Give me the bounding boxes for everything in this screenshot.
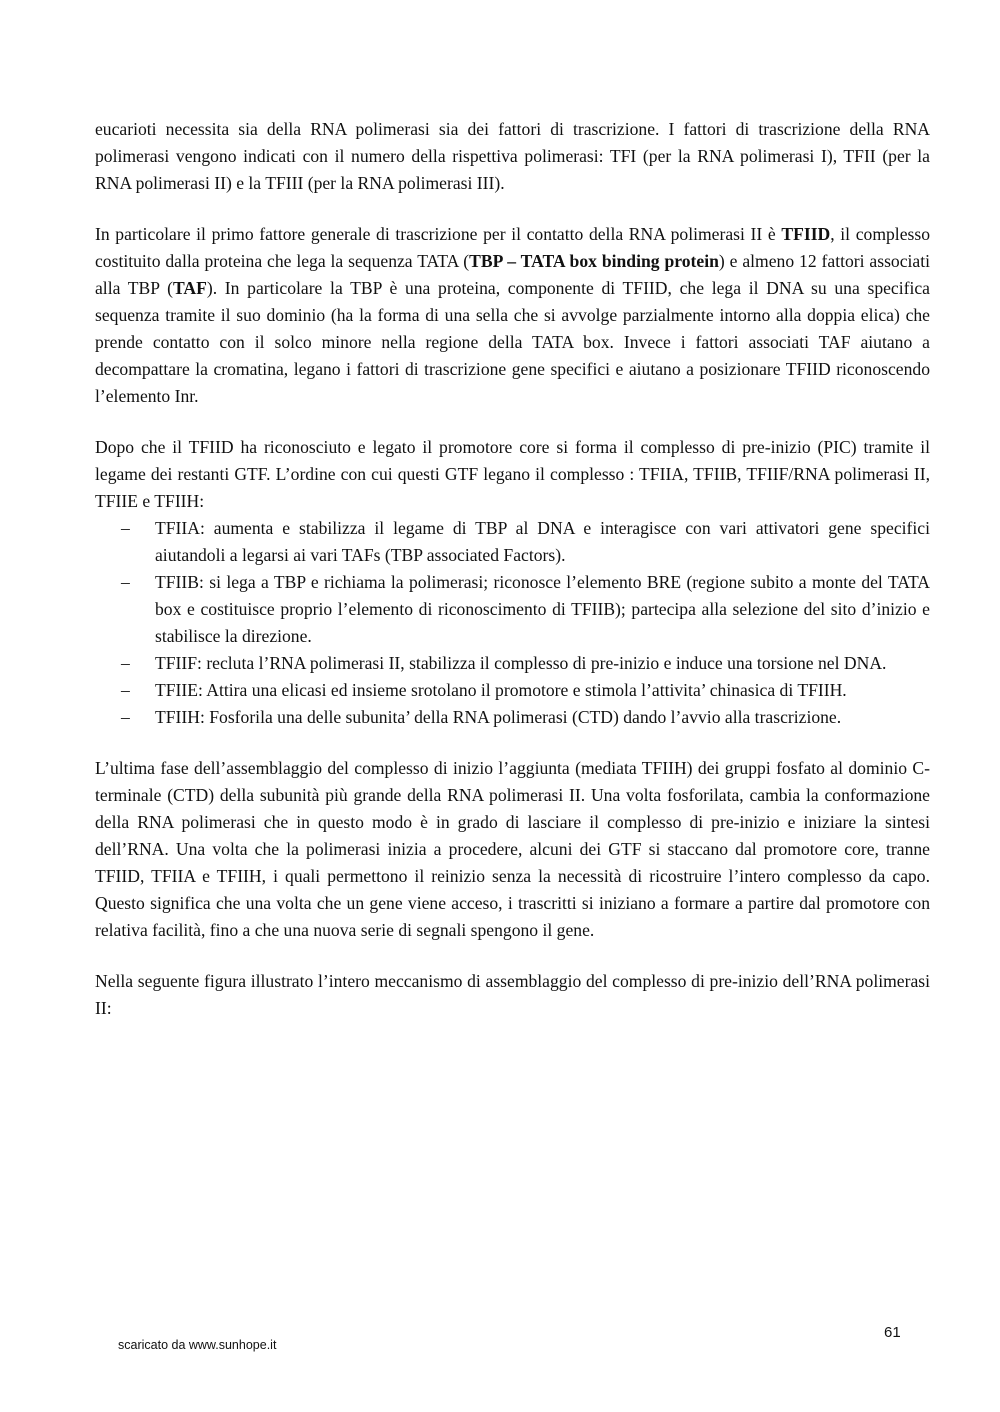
footer-source: scaricato da www.sunhope.it <box>118 1338 277 1352</box>
list-item-tfiie: – TFIIE: Attira una elicasi ed insieme srotolano il promotore e stimola l’attivita’ chinasica di TFIIH. <box>155 677 930 704</box>
list-item-tfiia: – TFIIA: aumenta e stabilizza il legame di TBP al DNA e interagisce con vari attivatori gene specifici aiutandoli a legarsi ai vari TAFs (TBP associated Factors). <box>155 515 930 569</box>
paragraph-2-text-4: ). In particolare la TBP è una proteina, componente di TFIID, che lega il DNA su una specifica sequenza tramite il suo dominio (ha la forma di una sella che si avvolge parzialmente intorno alla doppia elica) che prende contatto con il solco minore nella regione della TATA box. Invece i fattori associati TAF aiutano a decompattare la cromatina, legano i fattori di trascrizione gene specifici e aiutano a posizionare TFIID riconoscendo l’elemento Inr. <box>95 278 930 406</box>
list-item-tfiih: – TFIIH: Fosforila una delle subunita’ della RNA polimerasi (CTD) dando l’avvio alla trascrizione. <box>155 704 930 731</box>
paragraph-5: Nella seguente figura illustrato l’intero meccanismo di assemblaggio del complesso di pre-inizio dell’RNA polimerasi II: <box>95 971 930 1018</box>
term-tfiid: TFIID <box>781 224 831 244</box>
paragraph-4: L’ultima fase dell’assemblaggio del complesso di inizio l’aggiunta (mediata TFIIH) dei gruppi fosfato al dominio C-terminale (CTD) della subunità più grande della RNA polimerasi II. Una volta fosforilata, cambia la conformazione della RNA polimerasi che in questo modo è in grado di lasciare il complesso di pre-inizio e iniziare la sintesi dell’RNA. Una volta che la polimerasi inizia a procedere, alcuni dei GTF si staccano dal promotore core, tranne TFIID, TFIIA e TFIIH, i quali permettono il reinizio senza la necessità di ricostruire l’intero complesso da capo. Questo significa che una volta che un gene viene acceso, i trascritti si iniziano a formare a partire dal promotore con relativa facilità, fino a che una nuova serie di segnali spengono il gene. <box>95 758 930 940</box>
list-item-tfiif: – TFIIF: recluta l’RNA polimerasi II, stabilizza il complesso di pre-inizio e induce una torsione nel DNA. <box>155 650 930 677</box>
term-taf: TAF <box>172 278 207 298</box>
term-tbp: TBP – TATA box binding protein <box>469 251 719 271</box>
paragraph-2-text-3: ) e almeno 12 fattori associati alla TBP ( <box>95 251 931 298</box>
list-item-tfiib: – TFIIB: si lega a TBP e richiama la polimerasi; riconosce l’elemento BRE (regione subito a monte del TATA box e costituisce proprio l’elemento di riconoscimento di TFIIB); partecipa alla selezione del sito d’inizio e stabilisce la direzione. <box>155 569 930 650</box>
paragraph-2-text-2: , il complesso costituito dalla proteina che lega la sequenza TATA ( <box>95 224 930 271</box>
paragraph-1: eucarioti necessita sia della RNA polimerasi sia dei fattori di trascrizione. I fattori di trascrizione della RNA polimerasi vengono indicati con il numero della rispettiva polimerasi: TFI (per la RNA polimerasi I), TFII (per la RNA polimerasi II) e la TFIII (per la RNA polimerasi III). <box>95 119 930 193</box>
paragraph-3: Dopo che il TFIID ha riconosciuto e legato il promotore core si forma il complesso di pre-inizio (PIC) tramite il legame dei restanti GTF. L’ordine con cui questi GTF legano il complesso : TFIIA, TFIIB, TFIIF/RNA polimerasi II, TFIIE e TFIIH: <box>95 437 930 511</box>
page-number: 61 <box>884 1324 901 1341</box>
paragraph-2 <box>95 221 930 410</box>
gtf-list <box>95 515 930 731</box>
paragraph-2-text-1: In particolare il primo fattore generale di trascrizione per il contatto della RNA polimerasi II è <box>95 224 782 244</box>
body-text <box>95 116 930 1046</box>
